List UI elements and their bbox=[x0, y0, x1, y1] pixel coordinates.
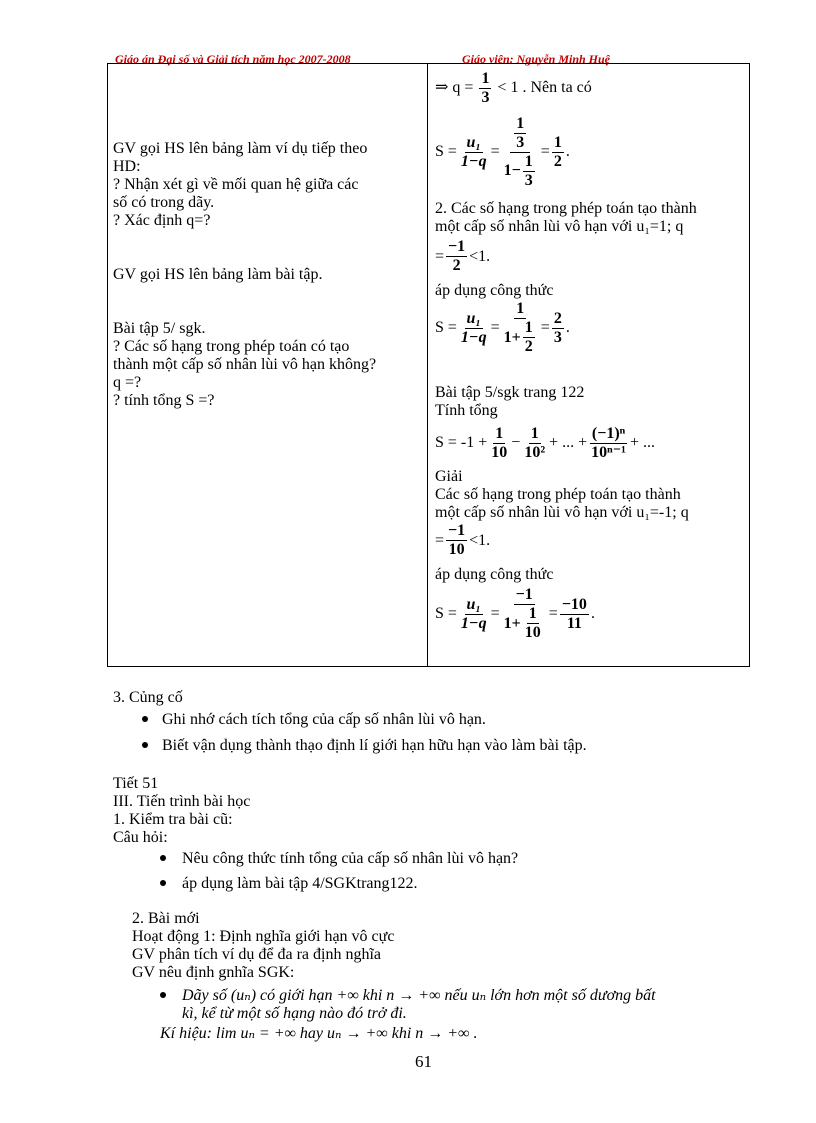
left-line: GV gọi HS lên bảng làm ví dụ tiếp theo bbox=[113, 140, 368, 157]
right-line: một cấp số nhân lùi vô hạn với u₁=-1; q bbox=[435, 504, 689, 521]
bullet-icon bbox=[160, 855, 166, 861]
series-t2-den: 10² bbox=[524, 443, 546, 461]
right-line: Giải bbox=[435, 468, 463, 485]
series-t2-num: 1 bbox=[530, 424, 539, 442]
bullet-icon bbox=[142, 742, 148, 748]
notation-line: Kí hiệu: lim uₙ = +∞ hay uₙ → +∞ khi n → +∞ . bbox=[160, 1025, 478, 1042]
header-left: Giáo án Đại số và Giải tích năm học 2007-2008 bbox=[115, 52, 351, 66]
left-line: ? tính tổng S =? bbox=[113, 392, 215, 409]
right-line: Bài tập 5/sgk trang 122 bbox=[435, 384, 585, 401]
right-line: 2. Các số hạng trong phép toán tạo thành bbox=[435, 200, 697, 217]
series-minus: − bbox=[511, 434, 521, 451]
activity-title: Hoạt động 1: Định nghĩa giới hạn vô cực bbox=[132, 928, 395, 945]
sum-formula-2: S = $\frac{\text{u₁}}{1-q}$ = 1 1+ $\frac{1}{2}$ = $\frac{2}{3}$ . bbox=[435, 300, 570, 355]
bullet-icon bbox=[160, 992, 166, 998]
section-cung-co: 3. Củng cố bbox=[113, 689, 183, 706]
cau-hoi-label: Câu hỏi: bbox=[113, 829, 168, 846]
bullet-text: Ghi nhớ cách tích tổng của cấp số nhân lùi vô hạn. bbox=[162, 711, 486, 728]
q-num: 1 bbox=[481, 70, 490, 87]
s3-res-den: 11 bbox=[566, 614, 582, 632]
table-middle-border bbox=[427, 63, 428, 667]
header-right: Giáo viên: Nguyễn Minh Huệ bbox=[462, 52, 611, 66]
left-line: ? Xác định q=? bbox=[113, 212, 211, 229]
teacher-note: GV nêu định gnhĩa SGK: bbox=[132, 964, 295, 981]
section-bai-moi: 2. Bài mới bbox=[132, 910, 200, 927]
s1-den-den: 3 bbox=[524, 171, 533, 189]
s3-den-a: 1+ bbox=[503, 614, 521, 632]
series-dots-1: + ... + bbox=[549, 434, 588, 451]
series-dots-2: + ... bbox=[629, 434, 655, 451]
s2-u1: u₁ bbox=[466, 309, 482, 327]
s1-inner-den: 3 bbox=[516, 133, 525, 151]
s2-lhs: S = bbox=[435, 319, 457, 336]
s2-den-a: 1+ bbox=[503, 328, 521, 346]
q2-tail: <1. bbox=[469, 247, 491, 265]
sum-formula-1: S = $\frac{\text{u₁}}{1-q}$ = $\frac{1}{3}$ 1− $\frac{1}{3}$ = $\frac{1}{2}$ . bbox=[435, 114, 570, 189]
section-kiem-tra: 1. Kiểm tra bài cũ: bbox=[113, 811, 233, 828]
tiet-label: Tiết 51 bbox=[113, 775, 159, 792]
s3-num: −1 bbox=[515, 586, 533, 603]
s3-lhs: S = bbox=[435, 605, 457, 622]
q3-tail: <1. bbox=[469, 531, 491, 549]
series-t3-den: 10ⁿ⁻¹ bbox=[591, 443, 626, 461]
s2-res-den: 3 bbox=[553, 328, 562, 346]
q3-eq: = bbox=[435, 531, 445, 549]
s1-u1: u₁ bbox=[466, 133, 482, 151]
s1-den-num: 1 bbox=[524, 152, 533, 170]
bullet-text: Biết vận dụng thành thạo định lí giới hạn hữu hạn vào làm bài tập. bbox=[162, 737, 587, 754]
q-lhs: ⇒ q = bbox=[435, 79, 474, 97]
q2-den: 2 bbox=[452, 257, 461, 274]
q2-equation bbox=[435, 238, 490, 275]
s2-den-num: 1 bbox=[524, 319, 533, 336]
series-t1-den: 10 bbox=[491, 443, 508, 461]
s3-u1: u₁ bbox=[466, 595, 482, 613]
series-lhs: S = -1 + bbox=[435, 434, 488, 451]
section-tien-trinh: III. Tiến trình bài học bbox=[113, 793, 251, 810]
q3-den: 10 bbox=[448, 541, 465, 558]
table-left-border bbox=[107, 63, 108, 667]
s1-res-den: 2 bbox=[553, 152, 562, 170]
s1-res-num: 1 bbox=[553, 133, 562, 151]
q-tail: < 1 . Nên ta có bbox=[497, 79, 592, 97]
right-line: một cấp số nhân lùi vô hạn với u₁=1; q bbox=[435, 218, 684, 235]
s2-num: 1 bbox=[516, 300, 525, 317]
right-line: Các số hạng trong phép toán tạo thành bbox=[435, 486, 681, 503]
series-sum bbox=[435, 420, 655, 466]
q2-eq: = bbox=[435, 247, 445, 265]
question-text: áp dụng làm bài tập 4/SGKtrang122. bbox=[182, 875, 418, 892]
definition-line: kì, kể từ một số hạng nào đó trở đi. bbox=[182, 1005, 407, 1022]
left-line: GV gọi HS lên bảng làm bài tập. bbox=[113, 266, 323, 283]
left-line: ? Các số hạng trong phép toán có tạo bbox=[113, 338, 350, 355]
q2-num: −1 bbox=[448, 238, 466, 255]
series-t1-num: 1 bbox=[495, 424, 504, 442]
table-top-border bbox=[107, 63, 750, 64]
bullet-icon bbox=[160, 880, 166, 886]
left-line: thành một cấp số nhân lùi vô hạn không? bbox=[113, 356, 377, 373]
page-number: 61 bbox=[415, 1052, 432, 1071]
table-bottom-border bbox=[107, 666, 750, 667]
question-text: Nêu công thức tính tổng của cấp số nhân lùi vô hạn? bbox=[182, 850, 519, 867]
right-line: áp dụng công thức bbox=[435, 282, 554, 299]
s3-1q: 1−q bbox=[460, 614, 487, 632]
s2-den-den: 2 bbox=[524, 338, 533, 355]
teacher-note: GV phân tích ví dụ để đa ra định nghĩa bbox=[132, 946, 381, 963]
s2-res-num: 2 bbox=[553, 309, 562, 327]
s3-res-num: −10 bbox=[561, 595, 587, 613]
left-line: Bài tập 5/ sgk. bbox=[113, 320, 206, 337]
q-den: 3 bbox=[481, 89, 490, 106]
left-line: số có trong dãy. bbox=[113, 194, 215, 211]
sum-formula-3: S = $\frac{\text{u₁}}{1-q}$ = −1 1+ $\frac{1}{10}$ = $\frac{-10}{11}$ . bbox=[435, 586, 595, 641]
left-line: q =? bbox=[113, 374, 142, 391]
s1-inner-num: 1 bbox=[516, 114, 525, 132]
s1-lhs: S = bbox=[435, 143, 457, 160]
q3-num: −1 bbox=[448, 522, 466, 539]
right-line: áp dụng công thức bbox=[435, 566, 554, 583]
s2-1q: 1−q bbox=[460, 328, 487, 346]
left-line: ? Nhận xét gì về mối quan hệ giữa các bbox=[113, 176, 359, 193]
s3-den-num: 1 bbox=[528, 605, 537, 622]
definition-line: Dãy số (uₙ) có giới hạn +∞ khi n → +∞ nếu uₙ lớn hơn một số dương bất bbox=[182, 987, 656, 1004]
q3-equation bbox=[435, 522, 490, 559]
right-line: Tính tổng bbox=[435, 402, 498, 419]
series-t3-num: (−1)ⁿ bbox=[591, 424, 626, 442]
s3-den-den: 10 bbox=[524, 624, 541, 641]
s1-1q: 1−q bbox=[460, 152, 487, 170]
q-equation bbox=[435, 70, 592, 107]
s1-den-a: 1− bbox=[503, 162, 521, 179]
table-right-border bbox=[749, 63, 750, 667]
bullet-icon bbox=[142, 716, 148, 722]
left-line: HD: bbox=[113, 158, 141, 175]
